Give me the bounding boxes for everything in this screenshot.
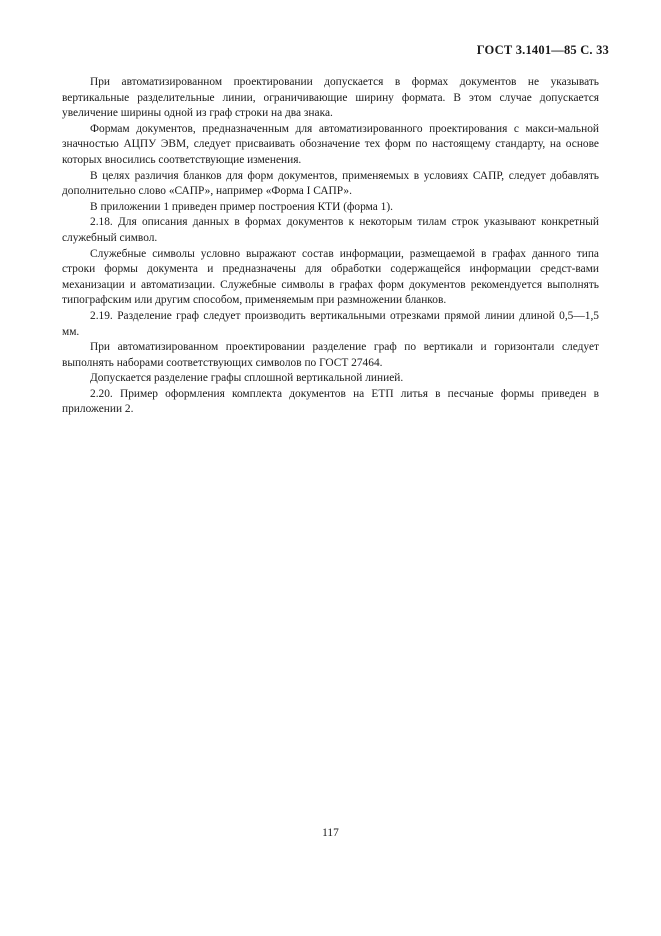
paragraph: Служебные символы условно выражают состав информации, размещаемой в графах данного типа строки формы документа и предназначены для обработки содержащейся информации средст-вами механизации и автоматизации. Служебные символы в графах форм документов рекомендуется выполнять типографским или другим способом, применяемым при размножении бланков. [62, 247, 599, 307]
paragraph: В целях различия бланков для форм документов, применяемых в условиях САПР, следует добавлять дополнительно слово «САПР», например «Форма I САПР». [62, 169, 599, 198]
paragraph: При автоматизированном проектировании разделение граф по вертикали и горизонтали следует выполнять наборами соответствующих символов по ГОСТ 27464. [62, 341, 599, 369]
paragraph: 2.19. Разделение граф следует производить вертикальными отрезками прямой линии длиной 0,5—1,5 мм. [62, 309, 599, 338]
page-header: ГОСТ 3.1401—85 С. 33 [476, 43, 609, 57]
document-body [62, 75, 599, 418]
paragraph: 2.20. Пример оформления комплекта документов на ЕТП литья в песчаные формы приведен в приложении 2. [62, 387, 599, 416]
page-number: 117 [322, 827, 339, 839]
paragraph: Допускается разделение графы сплошной вертикальной линией. [90, 372, 404, 385]
paragraph: При автоматизированном проектировании допускается в формах документов не указывать вертикальные разделительные линии, ограничивающие ширину формата. В этом случае допускается увеличение ширины одной из граф строки на два знака. [62, 76, 599, 120]
paragraph: В приложении 1 приведен пример построения КТИ (форма 1). [90, 200, 393, 213]
paragraph: Формам документов, предназначенным для автоматизированного проектирования с макси-мальной значностью АЦПУ ЭВМ, следует присваивать обозначение тех форм по настоящему стандарту, на основе которых вносились соответствующие изменения. [62, 122, 599, 166]
paragraph: 2.18. Для описания данных в формах документов к некоторым тилам строк указывают конкретный служебный символ. [62, 216, 599, 244]
